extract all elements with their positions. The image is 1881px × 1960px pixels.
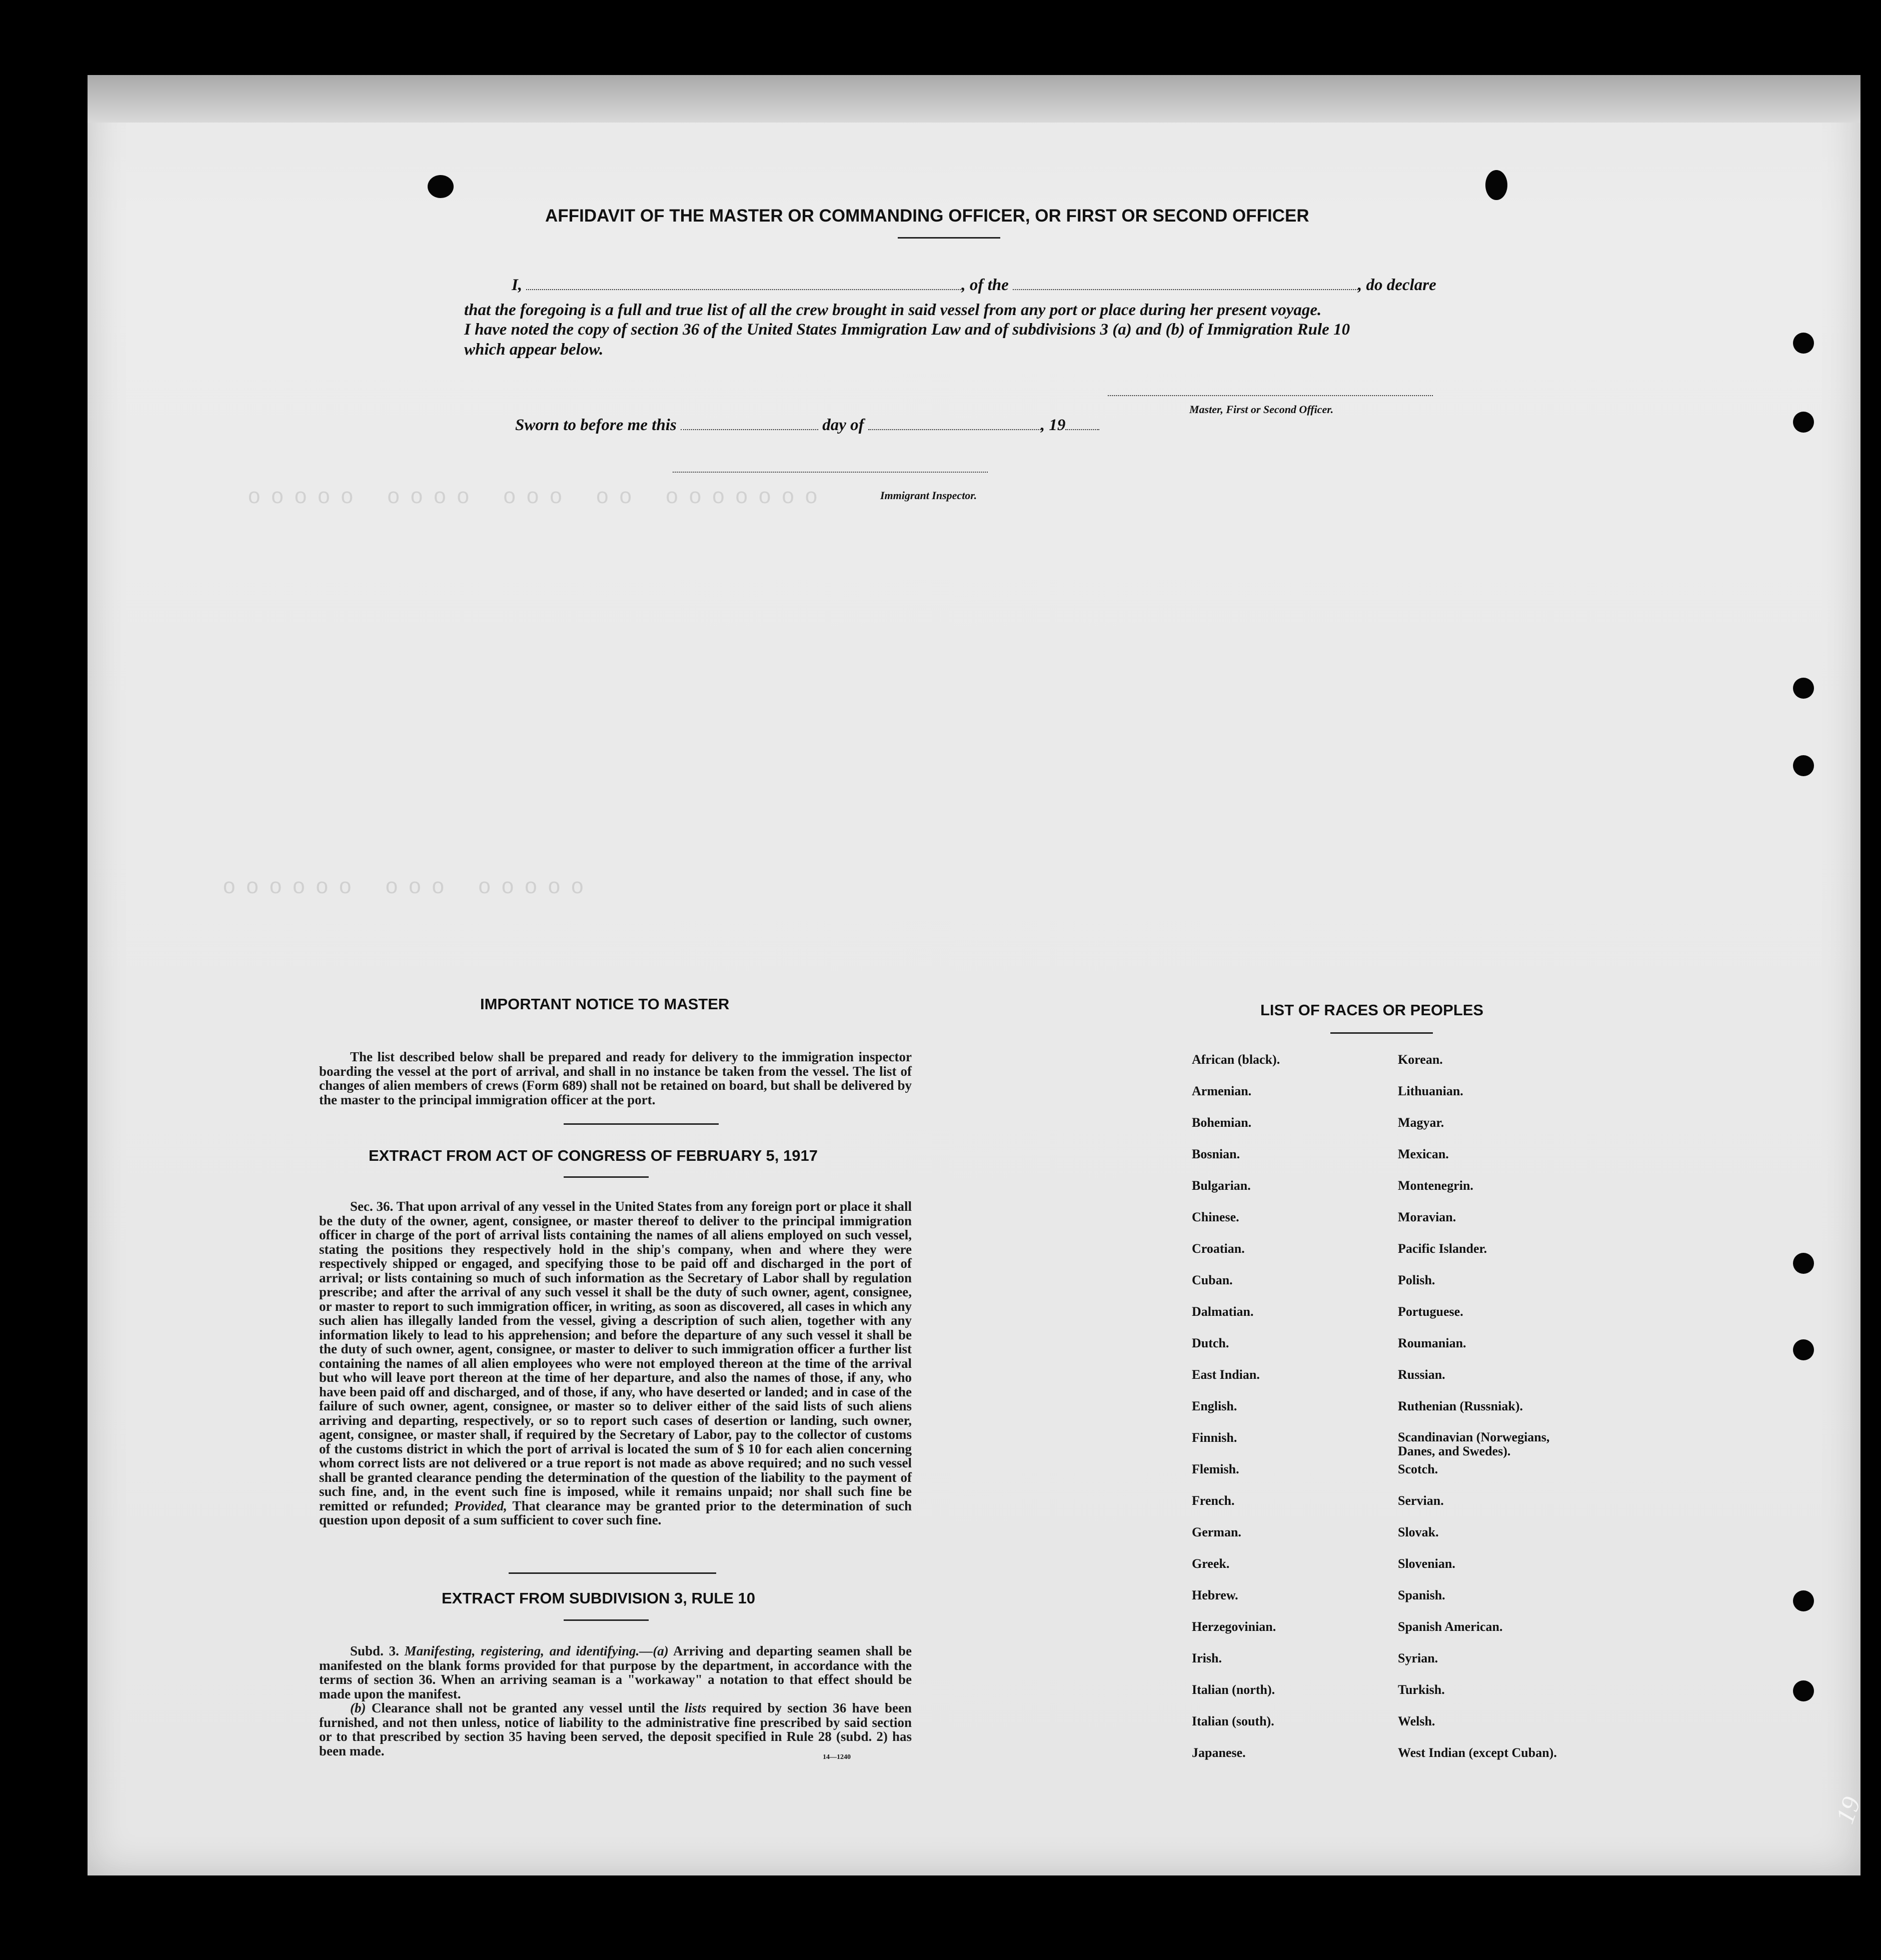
race-item: Cuban.	[1192, 1273, 1233, 1287]
divider	[509, 1572, 716, 1574]
race-item: Dutch.	[1192, 1336, 1229, 1350]
race-item: Slovenian.	[1398, 1556, 1455, 1571]
manifest-page	[88, 75, 1860, 1875]
punch-hole	[428, 175, 454, 198]
declarant-name-field[interactable]	[526, 289, 961, 290]
race-item: Italian (south).	[1192, 1714, 1274, 1728]
act-title: EXTRACT FROM ACT OF CONGRESS OF FEBRUARY 5, 1917	[369, 1147, 818, 1164]
punch-hole	[1793, 1253, 1814, 1274]
sworn-year-field[interactable]	[1065, 429, 1099, 430]
race-item: Pacific Islander.	[1398, 1241, 1487, 1256]
punch-hole	[1793, 755, 1814, 776]
act-text: Sec. 36. That upon arrival of any vessel in the United States from any foreign port or place it shall be the duty of the owner, agent, consignee, or master thereof to deliver to the principal immigration officer in charge of the port of arrival lists containing the names of all aliens employed on such vessel, stating the positions they respectively hold in the ship's company, when and where they were respectively shipped or engaged, and specifying those to be paid off and discharged in the port of arrival; or lists containing so much of such information as the Secretary of Labor shall by regulation prescribe; and after the arrival of any such vessel it shall be the duty of such owner, agent, consignee, or master to report to such immigration officer, in writing, as soon as discovered, all cases in which any such alien has illegally landed from the vessel, giving a description of such alien, together with any information likely to lead to his apprehension; and before the departure of any such vessel it shall be the duty of such owner, agent, consignee, or master to deliver to such immigration officer a further list containing the names of all alien employees who were not employed thereon at the time of the arrival but who will leave port thereon at the time of her departure, and also the names of those, if any, who have been paid off and discharged, and of those, if any, who have deserted or landed; and in case of the failure of such owner, agent, consignee, or master so to deliver either of the said lists of such aliens arriving and departing, respectively, or so to report such cases of desertion or landing, such owner, agent, consignee, or master shall, if required by the Secretary of Labor, pay to the collector of customs of the customs district in which the port of arrival is located the sum of $ 10 for each alien concerning whom correct lists are not delivered or a true report is not made as above required; and no such vessel shall be granted clearance pending the determination of the question of the liability to the payment of such fine, and, in the event such fine is imposed, while it remains unpaid; nor shall such fine be remitted or refunded; Provided, That clearance may be granted prior to the determination of such question upon deposit of a sum sufficient to cover such fine.	[319, 1199, 912, 1527]
race-item: Herzegovinian.	[1192, 1619, 1276, 1634]
sworn-label: Sworn to before me this	[515, 416, 677, 434]
race-item: Bosnian.	[1192, 1147, 1240, 1161]
bleed-through-shadow: ooooooo oo ooo oooo ooooo	[238, 485, 818, 510]
race-item: Magyar.	[1398, 1115, 1444, 1130]
divider	[898, 237, 1000, 239]
signature-label: Master, First or Second Officer.	[1189, 403, 1334, 416]
day-of-label: day of	[822, 416, 864, 434]
race-item: Slovak.	[1398, 1525, 1439, 1539]
punch-hole	[1793, 333, 1814, 354]
declaration-text: which appear below.	[464, 341, 604, 359]
race-item: Scandinavian (Norwegians, Danes, and Swedes).	[1398, 1430, 1550, 1458]
declare-label: , do declare	[1358, 276, 1436, 294]
sworn-day-field[interactable]	[681, 429, 818, 430]
race-item: Greek.	[1192, 1556, 1230, 1571]
vessel-name-field[interactable]	[1013, 289, 1358, 290]
sworn-month-field[interactable]	[868, 429, 1041, 430]
divider	[564, 1176, 649, 1178]
race-item: Roumanian.	[1398, 1336, 1466, 1350]
rule-text: Subd. 3. Manifesting, registering, and identifying.—(a) Arriving and departing seamen shall be manifested on the blank forms provided for that purpose by the department, in accordance with the terms of section 36. When an arriving seaman is a "workaway" a notation to that effect should be made upon the manifest. (b) Clearance shall not be granted any vessel until the lists required by section 36 have been furnished, and not then unless, notice of liability to the administrative fine prescribed by said section or to that prescribed by section 35 having been served, the deposit specified in Rule 28 (subd. 2) has been made.	[319, 1643, 912, 1758]
race-item: Croatian.	[1192, 1241, 1245, 1256]
race-item: French.	[1192, 1493, 1235, 1508]
punch-hole	[1793, 1680, 1814, 1701]
inspector-signature-field[interactable]	[673, 472, 988, 473]
races-right-column	[1398, 1052, 1588, 1777]
bleed-through-shadow: ooooo ooo oooooo	[213, 875, 584, 900]
race-item: German.	[1192, 1525, 1241, 1539]
race-item: Russian.	[1398, 1367, 1445, 1382]
race-item: Korean.	[1398, 1052, 1443, 1067]
race-item: Polish.	[1398, 1273, 1435, 1287]
race-item: Finnish.	[1192, 1430, 1237, 1445]
signature-field[interactable]	[1108, 395, 1433, 396]
race-item: Bulgarian.	[1192, 1178, 1251, 1193]
race-item: Moravian.	[1398, 1210, 1456, 1224]
race-item: Welsh.	[1398, 1714, 1435, 1728]
margin-mark: 19	[1830, 1793, 1866, 1827]
race-item: Italian (north).	[1192, 1682, 1275, 1697]
sworn-line	[515, 416, 1099, 435]
race-item: Bohemian.	[1192, 1115, 1252, 1130]
race-item: Lithuanian.	[1398, 1084, 1463, 1098]
page-top-edge	[88, 75, 1860, 123]
form-number: 14—1240	[823, 1753, 851, 1761]
race-item: West Indian (except Cuban).	[1398, 1745, 1557, 1760]
race-item: Dalmatian.	[1192, 1304, 1254, 1319]
race-item: Spanish American.	[1398, 1619, 1503, 1634]
punch-hole	[1793, 1590, 1814, 1611]
race-item: Servian.	[1398, 1493, 1444, 1508]
rule-title: EXTRACT FROM SUBDIVISION 3, RULE 10	[442, 1589, 755, 1607]
of-the-label: , of the	[961, 276, 1009, 294]
race-item: Armenian.	[1192, 1084, 1252, 1098]
declaration-text: that the foregoing is a full and true list of all the crew brought in said vessel from any port or place during her present voyage.	[464, 301, 1322, 319]
declaration-text: I have noted the copy of section 36 of the United States Immigration Law and of subdivisions 3 (a) and (b) of Immigration Rule 10	[464, 321, 1350, 339]
year-label: , 19	[1040, 416, 1066, 434]
races-left-column	[1192, 1052, 1280, 1777]
race-item: African (black).	[1192, 1052, 1280, 1067]
punch-hole	[1485, 170, 1507, 200]
i-label: I,	[512, 276, 523, 294]
race-item: Scotch.	[1398, 1462, 1438, 1476]
divider	[564, 1619, 649, 1621]
divider	[564, 1123, 719, 1125]
race-item: Chinese.	[1192, 1210, 1239, 1224]
race-item: Portuguese.	[1398, 1304, 1463, 1319]
inspector-label: Immigrant Inspector.	[880, 489, 977, 502]
race-item: Montenegrin.	[1398, 1178, 1473, 1193]
declaration-line	[512, 276, 1436, 295]
race-item: Japanese.	[1192, 1745, 1246, 1760]
race-item: Syrian.	[1398, 1651, 1438, 1665]
race-item: Ruthenian (Russniak).	[1398, 1399, 1523, 1413]
notice-text: The list described below shall be prepared and ready for delivery to the immigration inspector boarding the vessel at the port of arrival, and shall in no instance be taken from the vessel. The list of changes of alien members of crews (Form 689) shall not be retained on board, but shall be delivered by the master to the principal immigration officer at the port.	[319, 1049, 912, 1107]
race-item: East Indian.	[1192, 1367, 1260, 1382]
punch-hole	[1793, 412, 1814, 433]
notice-title: IMPORTANT NOTICE TO MASTER	[480, 995, 730, 1013]
punch-hole	[1793, 1339, 1814, 1360]
race-item: Mexican.	[1398, 1147, 1449, 1161]
race-item: Flemish.	[1192, 1462, 1239, 1476]
race-item: Turkish.	[1398, 1682, 1445, 1697]
affidavit-title: AFFIDAVIT OF THE MASTER OR COMMANDING OFFICER, OR FIRST OR SECOND OFFICER	[545, 206, 1309, 226]
races-title: LIST OF RACES OR PEOPLES	[1260, 1001, 1484, 1019]
race-item: Irish.	[1192, 1651, 1222, 1665]
divider	[1330, 1032, 1433, 1034]
punch-hole	[1793, 678, 1814, 699]
race-item: Hebrew.	[1192, 1588, 1238, 1602]
race-item: English.	[1192, 1399, 1237, 1413]
race-item: Spanish.	[1398, 1588, 1445, 1602]
